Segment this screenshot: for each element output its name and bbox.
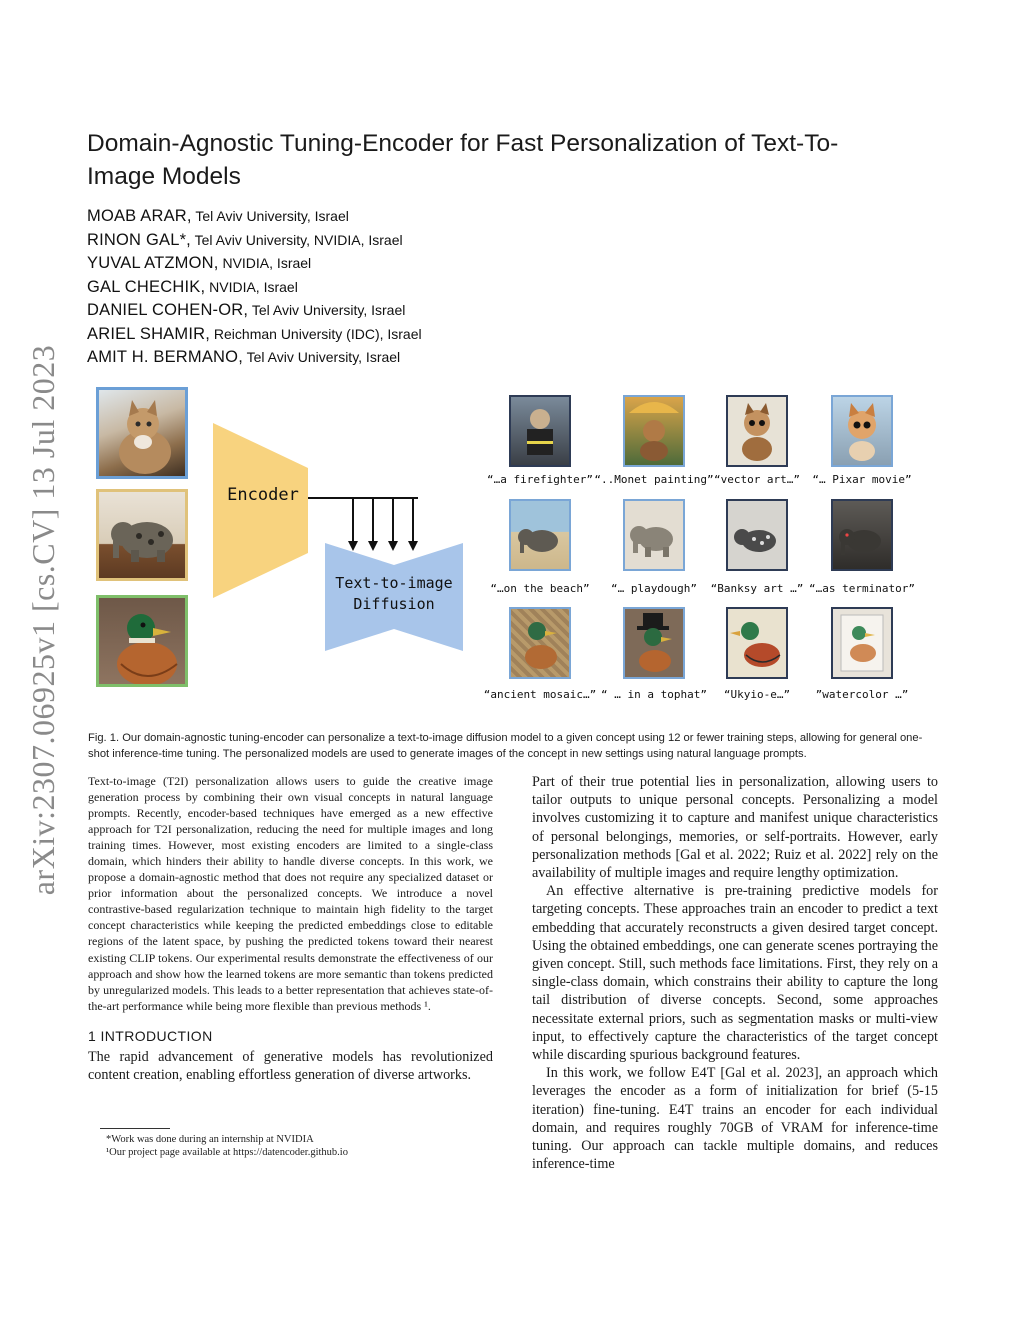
- author-entry: [87, 348, 687, 372]
- author-affiliation: NVIDIA, Israel: [218, 255, 312, 271]
- encoder-block: [213, 423, 308, 598]
- generated-image: [726, 395, 788, 467]
- generated-image: [623, 499, 685, 571]
- body-paragraph: Part of their true potential lies in personalization, allowing users to tailor outputs to unique personal concepts. Personalizing a model involves customizing it to capture and manifest unique characteristics of personal belongings, memories, or self-portraits. However, early personalization methods [Gal et al. 2022; Ruiz et al. 2022] rely on the availability of multiple images and require lengthy optimization.: [532, 774, 938, 882]
- right-column: [532, 773, 938, 1173]
- author-entry: [87, 207, 687, 231]
- abstract: Text-to-image (T2I) personalization allows users to guide the creative image generation process by combining their own visual concepts in natural language prompts. Recently, encoder-based techniques have emerged as a new effective approach for T2I personalization, reducing the need for multiple images and long training times. However, most existing encoders are limited to a single-class domain, which hinders their ability to handle diverse concepts. In this work, we propose a domain-agnostic method that does not require any specialized dataset or prior information about the personalized concepts. We introduce a novel contrastive-based regularization technique to maintain high fidelity to the target concept characteristics while keeping the predicted embeddings close to editable regions of the latent space, by pushing the predicted tokens toward their nearest existing CLIP tokens. Our experimental results demonstrate the effectiveness of our approach and show how the learned tokens are more semantic than tokens predicted by unregularized models. This leads to a better representation that achieves state-of-the-art performance while being more flexible than previous methods ¹.: [88, 774, 493, 1013]
- author-name: DANIEL COHEN-OR,: [87, 301, 249, 319]
- generated-caption: “vector art…”: [713, 473, 801, 486]
- body-paragraph: In this work, we follow E4T [Gal et al. 2023], an approach which leverages the encoder as a form of initialization for brief (5-15 iteration) fine-tuning. E4T trains an encoder for each individual domain, and requires roughly 70GB of VRAM for inference-time tuning. Our approach can tackle multiple domains, and reduces inference-time: [532, 1065, 938, 1173]
- generated-caption: “..Monet painting”: [594, 473, 714, 486]
- generated-caption: “…on the beach”: [490, 582, 590, 595]
- footnote: ¹Our project page available at https://datencoder.github.io: [106, 1147, 348, 1158]
- left-column: [88, 773, 493, 1084]
- footnote-rule: [100, 1128, 170, 1129]
- author-entry: [87, 254, 687, 278]
- diffusion-label: [325, 573, 463, 615]
- author-affiliation: Tel Aviv University, NVIDIA, Israel: [190, 231, 403, 248]
- author-name: GAL CHECHIK,: [87, 277, 206, 296]
- section-heading: 1 INTRODUCTION: [88, 1027, 213, 1044]
- generated-caption: ”watercolor …”: [815, 688, 909, 701]
- generated-image: [831, 607, 893, 679]
- generated-caption: “ancient mosaic…”: [483, 688, 597, 701]
- generated-caption: “Ukyio-e…”: [723, 688, 791, 701]
- generated-image: [831, 395, 893, 467]
- generated-caption: “… playdough”: [610, 582, 698, 595]
- generated-image: [509, 395, 571, 467]
- author-name: RINON GAL*,: [87, 230, 191, 249]
- author-affiliation: Tel Aviv University, Israel: [191, 208, 349, 224]
- author-name: MOAB ARAR,: [87, 207, 192, 225]
- generated-image: [726, 499, 788, 571]
- input-photo-duck: [96, 595, 188, 687]
- input-photo-elephant: [96, 489, 188, 581]
- author-entry: [87, 325, 687, 349]
- body-paragraph: An effective alternative is pre-training predictive models for targeting concepts. These approaches train an encoder to predict a text embedding that accurately reconstructs a given desired target concept. Using the obtained embeddings, one can generate scenes portraying the given concept. Still, such methods face limitations. First, they rely on a single-class domain, which constrains their ability to capture the long tail distribution of diverse concepts. Second, some approaches necessitate external priors, such as segmentation masks or multi-view input, to effectively capture the characteristics of the target concept while discarding spurious background features.: [532, 883, 938, 1064]
- generated-image: [509, 607, 571, 679]
- diffusion-label-line-1: Text-to-image: [335, 574, 453, 592]
- figure-1: [88, 383, 938, 713]
- author-affiliation: Tel Aviv University, Israel: [248, 302, 406, 318]
- input-photo-cat: [96, 387, 188, 479]
- arxiv-stamp: arXiv:2307.06925v1 [cs.CV] 13 Jul 2023: [25, 344, 61, 896]
- generated-caption: “ … in a tophat”: [601, 688, 707, 701]
- generated-caption: “…a firefighter”: [487, 473, 593, 486]
- author-affiliation: NVIDIA, Israel: [205, 278, 298, 295]
- generated-image: [509, 499, 571, 571]
- author-list: [87, 207, 687, 372]
- author-name: YUVAL ATZMON,: [87, 254, 219, 272]
- author-name: AMIT H. BERMANO,: [87, 348, 243, 366]
- paper-title: Domain-Agnostic Tuning-Encoder for Fast Personalization of Text-To-Image Models: [87, 130, 839, 190]
- intro-paragraph: The rapid advancement of generative models has revolutionized content creation, enabling effortless generation of diverse artworks.: [88, 1048, 493, 1083]
- generated-image: [623, 395, 685, 467]
- author-entry: [87, 278, 687, 302]
- generated-image: [831, 499, 893, 571]
- author-entry: [87, 231, 687, 255]
- generated-caption: “Banksy art …”: [710, 582, 804, 595]
- generated-image: [623, 607, 685, 679]
- figure-caption: Fig. 1. Our domain-agnostic tuning-encoder can personalize a text-to-image diffusion model to a given concept using 12 or fewer training steps, allowing for general one-shot inference-time tuning. The personalized models are used to generate images of the concept in new settings using natural language prompts.: [88, 732, 923, 760]
- generated-image: [726, 607, 788, 679]
- author-name: ARIEL SHAMIR,: [87, 324, 211, 343]
- encoder-label: Encoder: [227, 485, 299, 505]
- footnote: *Work was done during an internship at NVIDIA: [106, 1134, 314, 1145]
- author-affiliation: Reichman University (IDC), Israel: [210, 325, 422, 342]
- author-affiliation: Tel Aviv University, Israel: [243, 349, 401, 365]
- generated-caption: “… Pixar movie”: [812, 473, 912, 486]
- generated-caption: “…as terminator”: [809, 582, 915, 595]
- author-entry: [87, 301, 687, 325]
- diffusion-label-line-2: Diffusion: [353, 595, 435, 613]
